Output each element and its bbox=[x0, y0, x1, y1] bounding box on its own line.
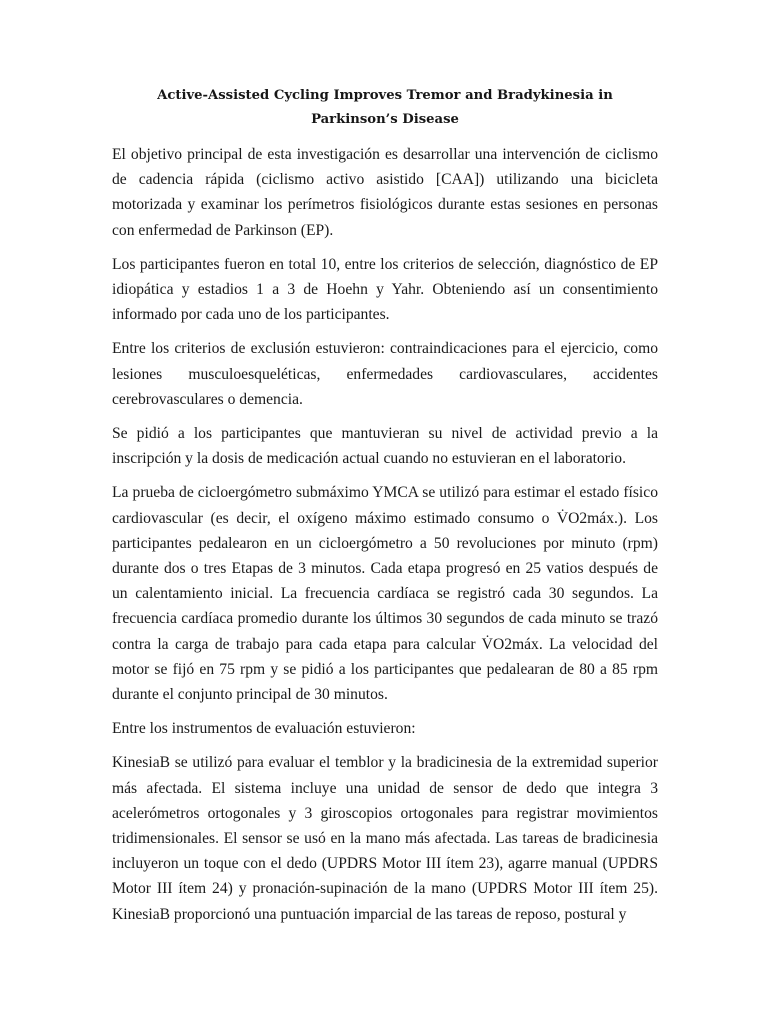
paragraph-exclusion-criteria: Entre los criterios de exclusión estuvieron: contraindicaciones para el ejercicio, como lesiones musculoesqueléticas, enfermedades cardiovasculares, accidentes cerebrovasculares o demencia. bbox=[112, 340, 658, 408]
document-body bbox=[112, 142, 658, 927]
paragraph-objective: El objetivo principal de esta investigación es desarrollar una intervención de ciclismo de cadencia rápida (ciclismo activo asistido [CAA]) utilizando una bicicleta motorizada y examinar los perímetros fisiológicos durante estas sesiones en personas con enfermedad de Parkinson (EP). bbox=[112, 146, 658, 239]
paragraph-ymca-test: La prueba de cicloergómetro submáximo YMCA se utilizó para estimar el estado físico cardiovascular (es decir, el oxígeno máximo estimado consumo o V̇O2máx.). Los participantes pedalearon en un cicloergómetro a 50 revoluciones por minuto (rpm) durante dos o tres Etapas de 3 minutos. Cada etapa progresó en 25 vatios después de un calentamiento inicial. La frecuencia cardíaca se registró cada 30 segundos. La frecuencia cardíaca promedio durante los últimos 30 segundos de cada minuto se trazó contra la carga de trabajo para cada etapa para calcular V̇O2máx. La velocidad del motor se fijó en 75 rpm y se pidió a los participantes que pedalearan de 80 a 85 rpm durante el conjunto principal de 30 minutos. bbox=[112, 484, 658, 704]
paragraph-participants: Los participantes fueron en total 10, entre los criterios de selección, diagnóstico de EP idiopática y estadios 1 a 3 de Hoehn y Yahr. Obteniendo así un consentimiento informado por cada uno de los participantes. bbox=[112, 255, 658, 324]
paragraph-kinesia: KinesiaB se utilizó para evaluar el temblor y la bradicinesia de la extremidad superior más afectada. El sistema incluye una unidad de sensor de dedo que integra 3 acelerómetros ortogonales y 3 giroscopios ortogonales para registrar movimientos tridimensionales. El sensor se usó en la mano más afectada. Las tareas de bradicinesia incluyeron un toque con el dedo (UPDRS Motor III ítem 23), agarre manual (UPDRS Motor III ítem 24) y pronación-supinación de la mano (UPDRS Motor III ítem 25). KinesiaB proporcionó una puntuación imparcial de las tareas de reposo, postural y bbox=[112, 754, 658, 923]
paragraph-activity-level: Se pidió a los participantes que mantuvieran su nivel de actividad previo a la inscripción y la dosis de medicación actual cuando no estuvieran en el laboratorio. bbox=[112, 425, 658, 468]
document-title: Active-Assisted Cycling Improves Tremor and Bradykinesia in Parkinson’s Disease bbox=[157, 88, 613, 127]
paragraph-instruments-intro: Entre los instrumentos de evaluación estuvieron: bbox=[112, 720, 416, 738]
